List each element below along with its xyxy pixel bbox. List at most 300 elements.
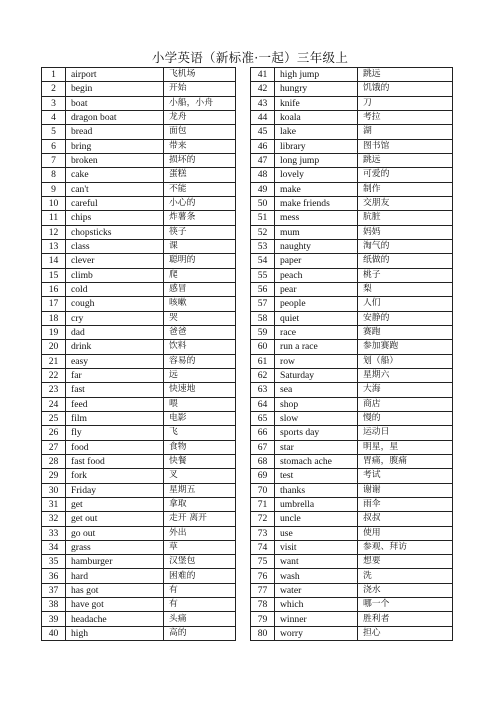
- table-row: [42, 469, 236, 483]
- chinese-meaning: 飞机场: [164, 68, 236, 82]
- row-number: 36: [42, 569, 66, 583]
- row-number: 47: [251, 153, 275, 167]
- chinese-meaning: 课: [164, 239, 236, 253]
- table-row: [42, 68, 236, 82]
- chinese-meaning: 不能: [164, 182, 236, 196]
- table-row: [251, 311, 453, 325]
- table-row: [251, 211, 453, 225]
- english-word: shop: [275, 397, 358, 411]
- row-number: 7: [42, 153, 66, 167]
- chinese-meaning: 食物: [164, 440, 236, 454]
- table-row: [251, 254, 453, 268]
- row-number: 34: [42, 540, 66, 554]
- english-word: stomach ache: [275, 454, 358, 468]
- english-word: fork: [66, 469, 164, 483]
- chinese-meaning: 咳嗽: [164, 297, 236, 311]
- table-row: [42, 411, 236, 425]
- english-word: dragon boat: [66, 110, 164, 124]
- row-number: 5: [42, 125, 66, 139]
- chinese-meaning: 考试: [358, 469, 453, 483]
- english-word: clever: [66, 254, 164, 268]
- chinese-meaning: 困难的: [164, 569, 236, 583]
- row-number: 30: [42, 483, 66, 497]
- row-number: 20: [42, 340, 66, 354]
- table-row: [251, 182, 453, 196]
- table-row: [251, 68, 453, 82]
- table-row: [251, 139, 453, 153]
- table-row: [251, 168, 453, 182]
- row-number: 8: [42, 168, 66, 182]
- chinese-meaning: 想要: [358, 555, 453, 569]
- english-word: mess: [275, 211, 358, 225]
- row-number: 46: [251, 139, 275, 153]
- chinese-meaning: 胜利者: [358, 612, 453, 626]
- row-number: 33: [42, 526, 66, 540]
- english-word: use: [275, 526, 358, 540]
- row-number: 12: [42, 225, 66, 239]
- chinese-meaning: 电影: [164, 411, 236, 425]
- english-word: pear: [275, 282, 358, 296]
- row-number: 21: [42, 354, 66, 368]
- english-word: test: [275, 469, 358, 483]
- table-row: [42, 569, 236, 583]
- table-row: [251, 282, 453, 296]
- table-row: [42, 612, 236, 626]
- table-row: [42, 268, 236, 282]
- table-row: [251, 497, 453, 511]
- chinese-meaning: 面包: [164, 125, 236, 139]
- chinese-meaning: 安静的: [358, 311, 453, 325]
- chinese-meaning: 外出: [164, 526, 236, 540]
- chinese-meaning: 星期五: [164, 483, 236, 497]
- table-row: [42, 325, 236, 339]
- chinese-meaning: 可爱的: [358, 168, 453, 182]
- row-number: 64: [251, 397, 275, 411]
- english-word: grass: [66, 540, 164, 554]
- chinese-meaning: 商店: [358, 397, 453, 411]
- english-word: go out: [66, 526, 164, 540]
- table-row: [251, 397, 453, 411]
- english-word: get: [66, 497, 164, 511]
- chinese-meaning: 感冒: [164, 282, 236, 296]
- table-row: [42, 110, 236, 124]
- table-row: [42, 454, 236, 468]
- row-number: 9: [42, 182, 66, 196]
- table-row: [42, 211, 236, 225]
- english-word: paper: [275, 254, 358, 268]
- english-word: cake: [66, 168, 164, 182]
- chinese-meaning: 远: [164, 368, 236, 382]
- english-word: fly: [66, 426, 164, 440]
- row-number: 74: [251, 540, 275, 554]
- english-word: lake: [275, 125, 358, 139]
- row-number: 73: [251, 526, 275, 540]
- table-row: [251, 96, 453, 110]
- row-number: 60: [251, 340, 275, 354]
- english-word: water: [275, 583, 358, 597]
- row-number: 53: [251, 239, 275, 253]
- chinese-meaning: 雨伞: [358, 497, 453, 511]
- english-word: thanks: [275, 483, 358, 497]
- chinese-meaning: 考拉: [358, 110, 453, 124]
- table-row: [42, 153, 236, 167]
- table-row: [251, 340, 453, 354]
- chinese-meaning: 小船，小舟: [164, 96, 236, 110]
- chinese-meaning: 聪明的: [164, 254, 236, 268]
- row-number: 51: [251, 211, 275, 225]
- table-row: [42, 82, 236, 96]
- vocab-table-left: [41, 67, 236, 641]
- table-row: [251, 383, 453, 397]
- table-row: [251, 512, 453, 526]
- chinese-meaning: 制作: [358, 182, 453, 196]
- table-row: [42, 139, 236, 153]
- table-row: [42, 168, 236, 182]
- english-word: begin: [66, 82, 164, 96]
- table-row: [42, 297, 236, 311]
- chinese-meaning: 大海: [358, 383, 453, 397]
- row-number: 68: [251, 454, 275, 468]
- row-number: 15: [42, 268, 66, 282]
- english-word: long jump: [275, 153, 358, 167]
- table-row: [42, 311, 236, 325]
- table-row: [251, 239, 453, 253]
- english-word: fast: [66, 383, 164, 397]
- table-row: [42, 555, 236, 569]
- chinese-meaning: 拿取: [164, 497, 236, 511]
- row-number: 37: [42, 583, 66, 597]
- chinese-meaning: 饥饿的: [358, 82, 453, 96]
- row-number: 79: [251, 612, 275, 626]
- chinese-meaning: 叔叔: [358, 512, 453, 526]
- chinese-meaning: 哪一个: [358, 598, 453, 612]
- english-word: row: [275, 354, 358, 368]
- chinese-meaning: 浇水: [358, 583, 453, 597]
- row-number: 6: [42, 139, 66, 153]
- table-row: [42, 96, 236, 110]
- chinese-meaning: 刀: [358, 96, 453, 110]
- english-word: star: [275, 440, 358, 454]
- page-title: 小学英语（新标准·一起）三年级上: [151, 50, 349, 65]
- english-word: library: [275, 139, 358, 153]
- row-number: 48: [251, 168, 275, 182]
- chinese-meaning: 有: [164, 598, 236, 612]
- table-row: [251, 411, 453, 425]
- chinese-meaning: 高的: [164, 626, 236, 640]
- row-number: 77: [251, 583, 275, 597]
- chinese-meaning: 小心的: [164, 196, 236, 210]
- english-word: far: [66, 368, 164, 382]
- chinese-meaning: 肮脏: [358, 211, 453, 225]
- english-word: broken: [66, 153, 164, 167]
- english-word: umbrella: [275, 497, 358, 511]
- english-word: want: [275, 555, 358, 569]
- table-row: [42, 383, 236, 397]
- english-word: have got: [66, 598, 164, 612]
- row-number: 56: [251, 282, 275, 296]
- table-row: [251, 569, 453, 583]
- english-word: peach: [275, 268, 358, 282]
- chinese-meaning: 喂: [164, 397, 236, 411]
- row-number: 67: [251, 440, 275, 454]
- english-word: high: [66, 626, 164, 640]
- chinese-meaning: 担心: [358, 626, 453, 640]
- chinese-meaning: 有: [164, 583, 236, 597]
- chinese-meaning: 妈妈: [358, 225, 453, 239]
- row-number: 24: [42, 397, 66, 411]
- row-number: 42: [251, 82, 275, 96]
- table-row: [251, 598, 453, 612]
- english-word: slow: [275, 411, 358, 425]
- table-row: [42, 340, 236, 354]
- english-word: race: [275, 325, 358, 339]
- row-number: 78: [251, 598, 275, 612]
- row-number: 35: [42, 555, 66, 569]
- english-word: easy: [66, 354, 164, 368]
- english-word: careful: [66, 196, 164, 210]
- row-number: 4: [42, 110, 66, 124]
- table-row: [251, 526, 453, 540]
- chinese-meaning: 带来: [164, 139, 236, 153]
- row-number: 11: [42, 211, 66, 225]
- row-number: 44: [251, 110, 275, 124]
- row-number: 10: [42, 196, 66, 210]
- chinese-meaning: 跳远: [358, 153, 453, 167]
- english-word: quiet: [275, 311, 358, 325]
- row-number: 59: [251, 325, 275, 339]
- row-number: 70: [251, 483, 275, 497]
- table-row: [251, 426, 453, 440]
- vocab-table-left-body: [42, 68, 236, 641]
- english-word: make friends: [275, 196, 358, 210]
- chinese-meaning: 容易的: [164, 354, 236, 368]
- english-word: fast food: [66, 454, 164, 468]
- table-row: [251, 82, 453, 96]
- english-word: climb: [66, 268, 164, 282]
- english-word: Friday: [66, 483, 164, 497]
- row-number: 17: [42, 297, 66, 311]
- row-number: 41: [251, 68, 275, 82]
- row-number: 28: [42, 454, 66, 468]
- row-number: 76: [251, 569, 275, 583]
- chinese-meaning: 梨: [358, 282, 453, 296]
- row-number: 1: [42, 68, 66, 82]
- table-row: [42, 196, 236, 210]
- table-row: [42, 354, 236, 368]
- chinese-meaning: 飞: [164, 426, 236, 440]
- chinese-meaning: 叉: [164, 469, 236, 483]
- table-row: [251, 325, 453, 339]
- row-number: 65: [251, 411, 275, 425]
- row-number: 72: [251, 512, 275, 526]
- table-row: [251, 469, 453, 483]
- table-row: [251, 125, 453, 139]
- row-number: 40: [42, 626, 66, 640]
- table-row: [42, 526, 236, 540]
- english-word: Saturday: [275, 368, 358, 382]
- row-number: 57: [251, 297, 275, 311]
- english-word: lovely: [275, 168, 358, 182]
- table-row: [42, 282, 236, 296]
- row-number: 63: [251, 383, 275, 397]
- table-row: [42, 598, 236, 612]
- row-number: 61: [251, 354, 275, 368]
- row-number: 29: [42, 469, 66, 483]
- table-row: [42, 125, 236, 139]
- row-number: 2: [42, 82, 66, 96]
- row-number: 75: [251, 555, 275, 569]
- chinese-meaning: 纸做的: [358, 254, 453, 268]
- row-number: 22: [42, 368, 66, 382]
- chinese-meaning: 饮料: [164, 340, 236, 354]
- english-word: bread: [66, 125, 164, 139]
- table-row: [42, 225, 236, 239]
- table-row: [42, 626, 236, 640]
- english-word: has got: [66, 583, 164, 597]
- english-word: feed: [66, 397, 164, 411]
- row-number: 49: [251, 182, 275, 196]
- english-word: wash: [275, 569, 358, 583]
- row-number: 43: [251, 96, 275, 110]
- row-number: 18: [42, 311, 66, 325]
- row-number: 31: [42, 497, 66, 511]
- table-row: [251, 626, 453, 640]
- chinese-meaning: 湖: [358, 125, 453, 139]
- english-word: can't: [66, 182, 164, 196]
- english-word: film: [66, 411, 164, 425]
- chinese-meaning: 龙舟: [164, 110, 236, 124]
- chinese-meaning: 图书馆: [358, 139, 453, 153]
- chinese-meaning: 损坏的: [164, 153, 236, 167]
- english-word: get out: [66, 512, 164, 526]
- chinese-meaning: 赛跑: [358, 325, 453, 339]
- row-number: 32: [42, 512, 66, 526]
- table-row: [42, 368, 236, 382]
- english-word: cold: [66, 282, 164, 296]
- english-word: food: [66, 440, 164, 454]
- chinese-meaning: 划（船）: [358, 354, 453, 368]
- table-row: [251, 555, 453, 569]
- table-row: [251, 153, 453, 167]
- english-word: winner: [275, 612, 358, 626]
- english-word: cry: [66, 311, 164, 325]
- english-word: people: [275, 297, 358, 311]
- row-number: 19: [42, 325, 66, 339]
- chinese-meaning: 筷子: [164, 225, 236, 239]
- chinese-meaning: 明星，星: [358, 440, 453, 454]
- vocab-table-right: [250, 67, 453, 641]
- chinese-meaning: 跳远: [358, 68, 453, 82]
- english-word: airport: [66, 68, 164, 82]
- english-word: koala: [275, 110, 358, 124]
- table-row: [42, 512, 236, 526]
- row-number: 54: [251, 254, 275, 268]
- chinese-meaning: 淘气的: [358, 239, 453, 253]
- english-word: bring: [66, 139, 164, 153]
- english-word: dad: [66, 325, 164, 339]
- english-word: make: [275, 182, 358, 196]
- english-word: cough: [66, 297, 164, 311]
- english-word: sea: [275, 383, 358, 397]
- english-word: drink: [66, 340, 164, 354]
- chinese-meaning: 胃痛，腹痛: [358, 454, 453, 468]
- chinese-meaning: 爬: [164, 268, 236, 282]
- english-word: sports day: [275, 426, 358, 440]
- chinese-meaning: 交朋友: [358, 196, 453, 210]
- table-row: [42, 583, 236, 597]
- table-row: [251, 268, 453, 282]
- row-number: 39: [42, 612, 66, 626]
- row-number: 62: [251, 368, 275, 382]
- chinese-meaning: 汉堡包: [164, 555, 236, 569]
- chinese-meaning: 星期六: [358, 368, 453, 382]
- chinese-meaning: 谢谢: [358, 483, 453, 497]
- chinese-meaning: 快速地: [164, 383, 236, 397]
- english-word: which: [275, 598, 358, 612]
- chinese-meaning: 人们: [358, 297, 453, 311]
- chinese-meaning: 桃子: [358, 268, 453, 282]
- row-number: 66: [251, 426, 275, 440]
- table-row: [251, 540, 453, 554]
- table-row: [251, 483, 453, 497]
- chinese-meaning: 走开 离开: [164, 512, 236, 526]
- chinese-meaning: 哭: [164, 311, 236, 325]
- chinese-meaning: 头痛: [164, 612, 236, 626]
- english-word: visit: [275, 540, 358, 554]
- table-row: [251, 440, 453, 454]
- english-word: naughty: [275, 239, 358, 253]
- table-row: [251, 196, 453, 210]
- row-number: 80: [251, 626, 275, 640]
- english-word: hamburger: [66, 555, 164, 569]
- table-row: [42, 540, 236, 554]
- english-word: class: [66, 239, 164, 253]
- english-word: mum: [275, 225, 358, 239]
- table-row: [251, 297, 453, 311]
- chinese-meaning: 爸爸: [164, 325, 236, 339]
- table-row: [251, 454, 453, 468]
- chinese-meaning: 使用: [358, 526, 453, 540]
- english-word: hungry: [275, 82, 358, 96]
- row-number: 52: [251, 225, 275, 239]
- row-number: 71: [251, 497, 275, 511]
- table-row: [42, 397, 236, 411]
- chinese-meaning: 参观、拜访: [358, 540, 453, 554]
- chinese-meaning: 运动日: [358, 426, 453, 440]
- table-row: [251, 583, 453, 597]
- english-word: headache: [66, 612, 164, 626]
- english-word: hard: [66, 569, 164, 583]
- chinese-meaning: 开始: [164, 82, 236, 96]
- row-number: 27: [42, 440, 66, 454]
- table-row: [42, 239, 236, 253]
- chinese-meaning: 蛋糕: [164, 168, 236, 182]
- row-number: 38: [42, 598, 66, 612]
- row-number: 13: [42, 239, 66, 253]
- row-number: 23: [42, 383, 66, 397]
- english-word: knife: [275, 96, 358, 110]
- table-row: [42, 182, 236, 196]
- english-word: high jump: [275, 68, 358, 82]
- chinese-meaning: 慢的: [358, 411, 453, 425]
- row-number: 55: [251, 268, 275, 282]
- table-row: [42, 440, 236, 454]
- english-word: worry: [275, 626, 358, 640]
- row-number: 16: [42, 282, 66, 296]
- table-row: [251, 110, 453, 124]
- chinese-meaning: 草: [164, 540, 236, 554]
- vocab-table-right-body: [251, 68, 453, 641]
